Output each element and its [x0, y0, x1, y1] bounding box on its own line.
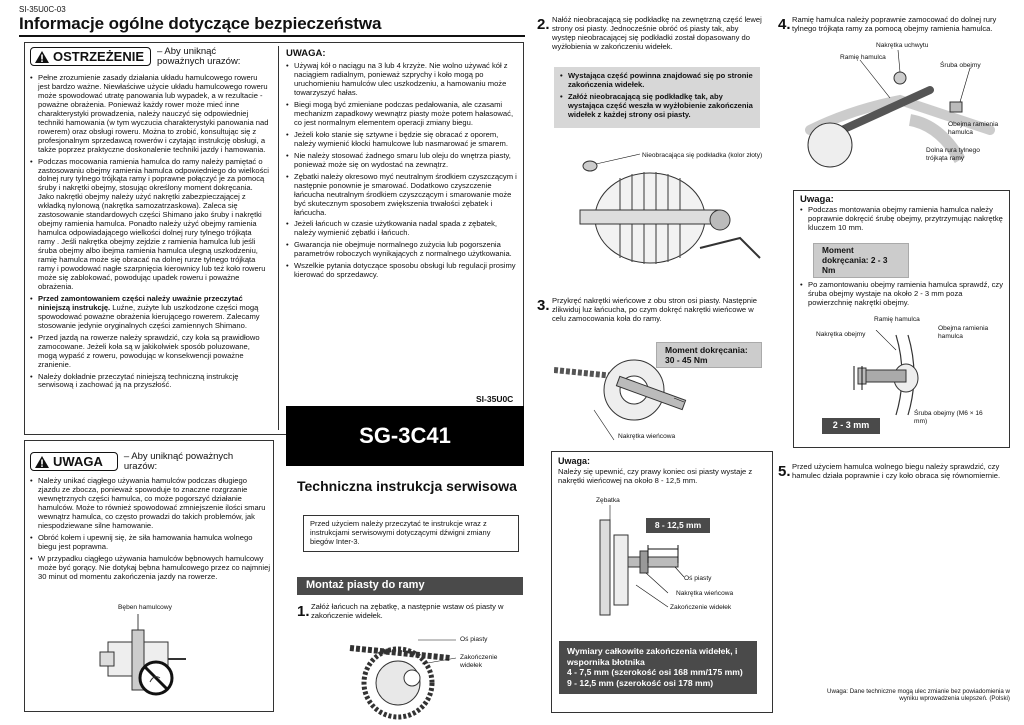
step5-text: Przed użyciem hamulca wolnego biegu należy sprawdzić, czy hamulec działa poprawnie i czy koło obraca się równomiernie. [792, 462, 1001, 480]
page-title: Informacje ogólne dotyczące bezpieczeństwa [19, 14, 382, 33]
warning-item: • Przed jazdą na rowerze należy sprawdzić, czy koła są prawidłowo zamocowane. Jeżeli koła są w jakikolwiek sposób poluzowane, mogą wypaść z roweru, powodując w konsekwencji poważne zranienie. [30, 334, 270, 370]
step2-illustration [560, 148, 770, 278]
uwaga-s3-dimbox [559, 641, 757, 694]
warning-triangle-icon [35, 51, 49, 63]
uwaga-s3-label-sprocket: Zębatka [596, 497, 620, 504]
section-title: Montaż piasty do ramy [297, 577, 523, 595]
step4-label-bolt: Śruba obejmy [940, 62, 981, 69]
uwaga-s4-label-bolt: Śruba obejmy (M6 × 16 mm) [914, 410, 983, 425]
uwaga-s3-text: Należy się upewnić, czy prawy koniec osi piasty wystaje z nakrętki wieńcowej na około 8 - 12,5 mm. [558, 467, 753, 485]
uwaga-s4-torque: Moment dokręcania: 2 - 3 Nm [813, 243, 909, 278]
uwaga-list [286, 62, 520, 280]
uwaga-s3-dim: 8 - 12,5 mm [646, 518, 710, 533]
caution-item: • Obróć kołem i upewnij się, że siła hamowania hamulca wolnego biegu jest poprawna. [30, 534, 270, 552]
caution-badge [30, 452, 118, 471]
step4-number: 4. [778, 16, 791, 33]
step4-label-nut: Nakrętka uchwytu [876, 42, 929, 49]
step1-illustration [330, 628, 460, 720]
step4-text: Ramię hamulca należy poprawnie zamocować do dolnej rury tylnego trójkąta ramy za pomocą obejmy ramienia hamulca. [792, 15, 997, 33]
uwaga-s3-label-axle: Oś piasty [684, 575, 712, 582]
caution-header [30, 452, 252, 473]
step4-label-arm: Ramię hamulca [840, 54, 886, 61]
si-code: SI-35U0C [476, 394, 514, 404]
step3-label-nut: Nakrętka wieńcowa [618, 433, 676, 440]
step2-label-washer: Nieobracająca się podkładka (kolor złoty) [642, 152, 763, 159]
uwaga-right [286, 48, 520, 283]
model-banner [286, 406, 524, 466]
warning-item [30, 295, 270, 331]
uwaga-s4-list2 [800, 281, 1006, 311]
uwaga-s3-label-nut: Nakrętka wieńcowa [676, 590, 734, 597]
uwaga-s4-illustration [846, 330, 936, 420]
drum-label: Bęben hamulcowy [118, 604, 172, 611]
model-name: SG-3C41 [359, 423, 451, 449]
dimbox-title: Wymiary całkowite zakończenia widełek, i wspornika błotnika [567, 646, 738, 667]
caution-item: • W przypadku ciągłego używania hamulców bębnowych hamulcowy może być gorący. Nie dotykaj bębna hamulcowego przez co najmniej 30 minut od momentu zakończenia jazdy na rowerze. [30, 555, 270, 582]
brake-drum-illustration [98, 612, 188, 706]
uwaga-s4-label-nut: Nakrętka obejmy [816, 331, 866, 338]
step1-label-axle: Oś piasty [460, 636, 488, 643]
caution-triangle-icon [35, 456, 49, 468]
step4-illustration [790, 50, 1010, 185]
uwaga-s3-label-dropout: Zakończenie widełek [670, 604, 732, 611]
warning-item-rest: Luźne, zużyte lub uszkodzone części mogą spowodować poważne obrażenia kierującego rowerem. Zalecamy stosowanie jedynie oryginalnych części zamiennych Shimano. [38, 302, 260, 330]
warning-subtitle: – Aby uniknąć poważnych urazów: [157, 46, 241, 68]
step2-note-box [554, 67, 760, 128]
warning-badge [30, 47, 151, 66]
uwaga-item: • Biegi mogą być zmieniane podczas pedałowania, ale czasami mechanizm zapadkowy wewnątrz piasty może potem hałasować, co jest normalnym elementem operacji zmiany biegu. [286, 101, 520, 128]
step2-note-item: • Załóż nieobracającą się podkładkę tak, aby wystająca część weszła w wyżłobienie zakończenia widełek z każdej strony osi piasty. [560, 93, 754, 120]
caution-list [30, 477, 270, 584]
warning-item: • Pełne zrozumienie zasady działania układu hamulcowego roweru jest bardzo ważne. Niewłaściwe użycie układu hamulcowego roweru może spowodować utratę panowania lub wypadek, a w rezultacie - poważne obrażenia. Ponieważ każdy rower może mieć inne charakterystyki prowadzenia, należy nauczyć się odpowiedniej techniki hamowania (w tym wyczucia charakterystyki panowania nad rowerem) oraz obsługi roweru. Można to zrobić, konsultując się z profesjonalnym sprzedawcą rowerów i czytając instrukcję obsługi, a także poprzez praktyczne doskonalenie techniki jazdy i hamowania. [30, 74, 270, 155]
step2-number: 2. [537, 16, 550, 33]
uwaga-s4-heading: Uwaga: [800, 194, 834, 205]
step3-torque: Moment dokręcania: 30 - 45 Nm [656, 342, 762, 368]
step1-text: Załóż łańcuch na zębatkę, a następnie wstaw oś piasty w zakończenie widełek. [311, 602, 504, 620]
dimbox-line: 4 - 7,5 mm (szerokość osi 168 mm/175 mm) [567, 667, 743, 678]
uwaga-s4-item: • Podczas montowania obejmy ramienia hamulca należy poprawnie dokręcić śrubę obejmy, przytrzymując nakrętkę kluczem 10 mm. [800, 206, 1004, 233]
warning-divider [278, 46, 279, 430]
manual-title: Techniczna instrukcja serwisowa [297, 478, 517, 494]
step5-number: 5. [778, 463, 791, 480]
warning-header [30, 47, 261, 68]
step2-note-list [560, 72, 754, 120]
uwaga-s4-label-arm: Ramię hamulca [874, 316, 920, 323]
uwaga-s4-label-clamp: Obejma ramienia hamulca [938, 325, 989, 340]
uwaga-s3-heading: Uwaga: [558, 456, 591, 466]
uwaga-item: • Wszelkie pytania dotyczące sposobu obsługi lub regulacji prosimy kierować do sprzedawcy. [286, 262, 520, 280]
warning-item: • Należy dokładnie przeczytać niniejszą techniczną instrukcję serwisową i zachować ją na przyszłość. [30, 373, 270, 391]
title-rule [19, 35, 525, 37]
step4-label-tube: Dolna rura tylnego trójkąta ramy [926, 147, 980, 162]
uwaga-item: • Używaj kół o naciągu na 3 lub 4 krzyże. Nie wolno używać kół z naciągiem radialnym, ponieważ szprychy i koło mogą po uruchomieniu hamulców ulec uszkodzeniu, a hamowaniu może towarzyszyć hałas. [286, 62, 520, 98]
doc-id: SI-35U0C-03 [19, 5, 66, 14]
uwaga-item: • Jeżeli łańcuch w czasie użytkowania nadal spada z zębatek, należy wymienić zębatki i łańcuch. [286, 220, 520, 238]
uwaga-item: • Gwarancja nie obejmuje normalnego zużycia lub pogorszenia parametrów roboczych wynikających z normalnego użytkowania. [286, 241, 520, 259]
step3-number: 3. [537, 297, 550, 314]
step1-number: 1. [297, 603, 310, 620]
warning-bold-lead: Przed zamontowaniem części należy uważnie przeczytać niniejszą instrukcję. [38, 293, 243, 312]
uwaga-item: • Zębatki należy okresowo myć neutralnym środkiem czyszczącym i następnie ponownie je smarować. Dodatkowo czyszczenie łańcucha neutralnym środkiem czyszczącym i smarowanie może być skutecznym sposobem zwiększenia trwałości zębatek i łańcucha. [286, 173, 520, 218]
warning-badge-label: OSTRZEŻENIE [53, 49, 145, 64]
caution-subtitle: – Aby uniknąć poważnych urazów: [123, 451, 234, 473]
footer-note: Uwaga: Dane techniczne mogą ulec zmianie bez powiadomienia w wyniku wprowadzenia ulepszeń. (Polski) [827, 688, 1010, 703]
uwaga-item: • Jeżeli koło stanie się sztywne i będzie się obracać z oporem, należy wymienić kłocki hamulcowe lub nasmarować je smarem. [286, 131, 520, 149]
uwaga-item: • Nie należy stosować żadnego smaru lub oleju do wnętrza piasty, ponieważ może się on wydostać na zewnątrz. [286, 152, 520, 170]
uwaga-s4-dim: 2 - 3 mm [822, 418, 880, 434]
step3-illustration [554, 330, 774, 445]
step4-label-clamp: Obejma ramienia hamulca [948, 121, 999, 136]
step2-note-item: • Wystająca część powinna znajdować się po stronie zakończenia widełek. [560, 72, 754, 90]
uwaga-heading: UWAGA: [286, 48, 326, 59]
uwaga-s4-item: • Po zamontowaniu obejmy ramienia hamulca sprawdź, czy śruba obejmy wystaje na około 2 - 3 mm poza powierzchnię nakrętki obejmy. [800, 281, 1006, 308]
uwaga-s4-list1 [800, 206, 1004, 236]
warning-list [30, 74, 270, 393]
caution-item: • Należy unikać ciągłego używania hamulców podczas długiego zjazdu ze zbocza, ponieważ spowoduje to znaczne rozgrzanie wewnętrznych części hamulca, co może pogorszyć działanie hamulców. Może to również spowodować zmniejszenie ilości smaru wewnątrz hamulca, co często prowadzi do takich problemów, jak niespodziewane silne hamowanie. [30, 477, 270, 531]
step1-label-dropout: Zakończenie widełek [460, 654, 498, 669]
step3-text: Przykręć nakrętki wieńcowe z obu stron osi piasty. Następnie zlikwiduj luz łańcucha, po czym dokręć nakrętki wieńcowe w celu zamocowania koła do ramy. [552, 296, 757, 323]
step2-text: Nałóż nieobracającą się podkładkę na zewnętrzną część lewej strony osi piasty. Jednocześnie obróć oś piasty tak, aby występ nieobracającej się podkładki został dopasowany do wyżłobienia w zakończeniu widełek. [552, 15, 762, 51]
caution-badge-label: UWAGA [53, 454, 103, 469]
uwaga-s3-illustration [580, 505, 700, 620]
intro-box: Przed użyciem należy przeczytać te instrukcje wraz z instrukcjami serwisowymi dotyczącymi dźwigni zmiany biegów Inter-3. [303, 515, 519, 552]
warning-item: • Podczas mocowania ramienia hamulca do ramy należy pamiętać o zastosowaniu obejmy ramienia hamulca odpowiedniego do wielkości dolnej rury tylnego trójkąta ramy i poprawne połączyć je za pomocą śruby i nakrętki obejmy, stosując określony moment dokręcania. Jako nakrętki obejmy należy użyć nakrętki zabezpieczającej z wkładką nylonową (nakrętka samozatrzaskowa). Zaleca się zastosowanie standardowych części Shimano jako śruby i nakrętki obejmy ramienia hamulca. Ponadto należy użyć obejmy ramienia hamulca odpowiadającego wielkości dolnej rury tylnego trójkąta ramy . Jeśli nakrętka obejmy zejdzie z ramienia hamulca lub jeśli śruba obejmy albo ibejma ramienia hamulca ulegną uszkodzeniu, ramię hamulca może się obracać na dolnej rurze tylnego trójkąta ramy i powodować nagłe szarpnięcia kierownicy lub też koło roweru może się zablokować, powodując upadek roweru i poważne obrażenia. [30, 158, 270, 292]
dimbox-line: 9 - 12,5 mm (szerokość osi 178 mm) [567, 678, 714, 689]
